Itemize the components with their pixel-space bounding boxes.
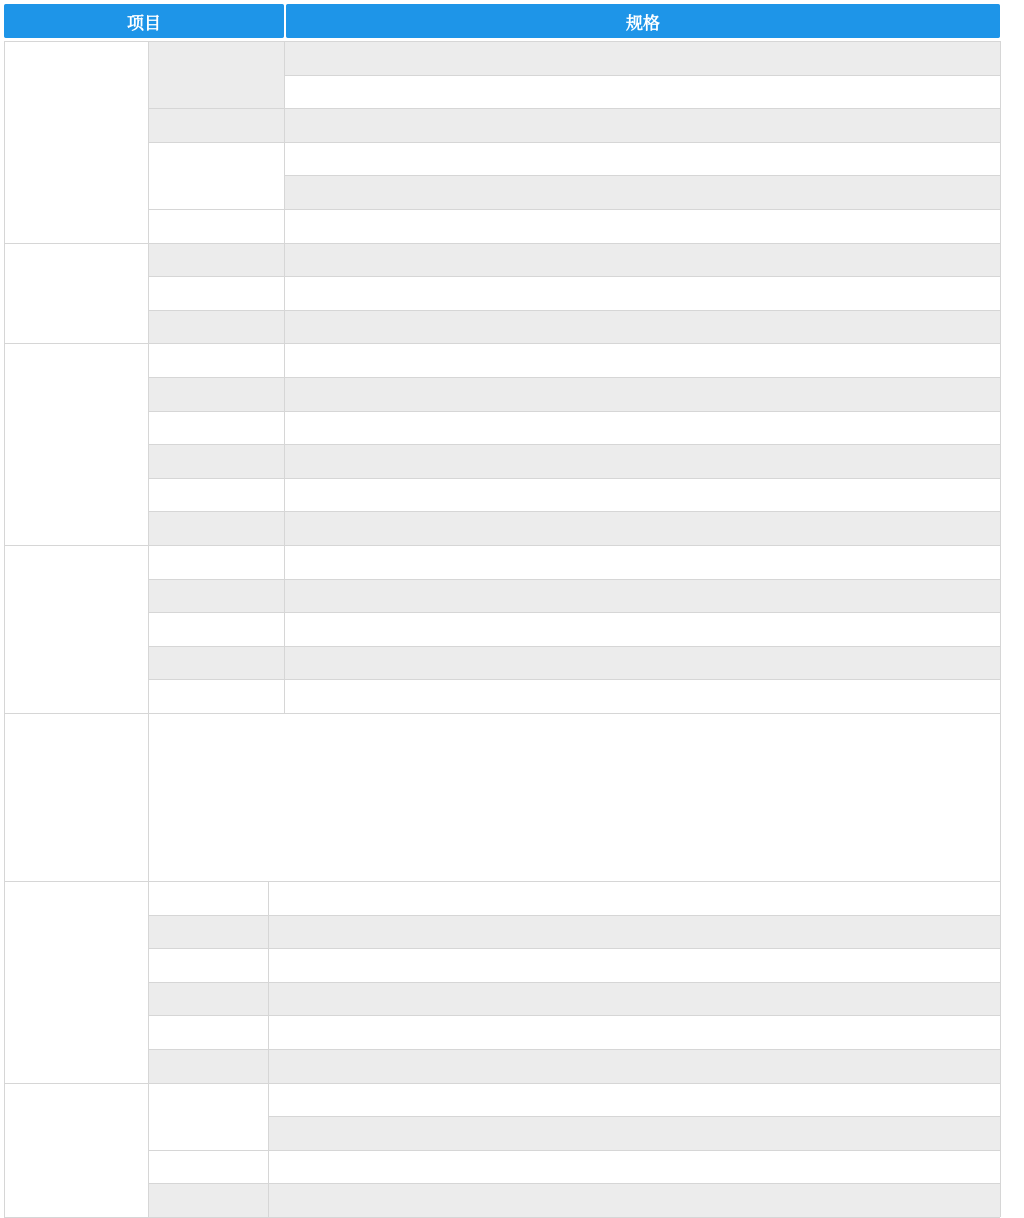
row-divider — [4, 41, 1000, 42]
spec-value — [268, 1049, 1000, 1083]
row-divider — [148, 612, 1000, 613]
spec-value — [284, 478, 1000, 512]
spec-label — [148, 948, 268, 982]
spec-label — [148, 646, 284, 680]
spec-value — [284, 209, 1000, 243]
column-divider — [148, 545, 149, 713]
group-label — [4, 713, 148, 881]
spec-value — [284, 108, 1000, 142]
row-divider — [148, 478, 1000, 479]
spec-value — [284, 646, 1000, 680]
spec-label — [148, 276, 284, 310]
row-divider — [4, 343, 1000, 344]
column-divider — [4, 41, 5, 243]
spec-label — [148, 612, 284, 646]
row-divider — [148, 1015, 1000, 1016]
spec-label — [148, 545, 284, 579]
group-label — [4, 41, 148, 243]
spec-value — [268, 948, 1000, 982]
row-divider — [284, 75, 1000, 76]
group-label — [4, 881, 148, 1083]
row-divider — [284, 175, 1000, 176]
column-divider — [268, 915, 269, 949]
spec-value — [284, 175, 1000, 209]
column-divider — [284, 579, 285, 613]
row-divider — [4, 881, 1000, 882]
row-divider — [4, 545, 1000, 546]
spec-label — [148, 1150, 268, 1184]
row-divider — [148, 1150, 1000, 1151]
spec-label — [148, 1049, 268, 1083]
column-divider — [284, 276, 285, 310]
row-divider — [148, 209, 1000, 210]
column-divider — [148, 243, 149, 344]
row-divider — [148, 142, 1000, 143]
row-divider — [148, 948, 1000, 949]
column-divider — [148, 713, 149, 881]
row-divider — [148, 915, 1000, 916]
spec-value — [284, 310, 1000, 344]
row-divider — [148, 1049, 1000, 1050]
spec-label — [148, 310, 284, 344]
column-divider — [284, 343, 285, 377]
spec-label — [148, 1083, 268, 1150]
spec-value — [284, 243, 1000, 277]
column-divider — [284, 545, 285, 579]
column-divider — [1000, 713, 1001, 881]
column-divider — [268, 1083, 269, 1150]
spec-label — [148, 411, 284, 445]
spec-value — [268, 1150, 1000, 1184]
column-divider — [1000, 881, 1001, 1083]
row-divider — [4, 243, 1000, 244]
column-divider — [148, 343, 149, 545]
column-divider — [268, 948, 269, 982]
spec-label — [148, 881, 268, 915]
spec-label — [148, 209, 284, 243]
spec-value — [268, 1015, 1000, 1049]
spec-value — [268, 982, 1000, 1016]
column-divider — [4, 243, 5, 344]
row-divider — [148, 646, 1000, 647]
row-divider — [148, 377, 1000, 378]
column-divider — [268, 982, 269, 1016]
column-divider — [284, 679, 285, 713]
spec-value — [284, 343, 1000, 377]
header-spec: 规格 — [286, 4, 1000, 38]
spec-label — [148, 1183, 268, 1217]
row-divider — [148, 444, 1000, 445]
column-divider — [284, 646, 285, 680]
row-divider — [148, 1183, 1000, 1184]
column-divider — [4, 1083, 5, 1217]
spec-value — [284, 511, 1000, 545]
spec-value — [284, 444, 1000, 478]
column-divider — [1000, 41, 1001, 243]
group-label — [4, 1083, 148, 1217]
row-divider — [148, 108, 1000, 109]
group-label — [4, 343, 148, 545]
spec-value — [284, 276, 1000, 310]
spec-label — [148, 511, 284, 545]
spec-value — [284, 612, 1000, 646]
spec-label — [148, 478, 284, 512]
row-divider — [4, 1083, 1000, 1084]
spec-label — [148, 377, 284, 411]
group-label — [4, 243, 148, 344]
column-divider — [284, 411, 285, 445]
column-divider — [1000, 343, 1001, 545]
column-divider — [284, 444, 285, 478]
spec-label — [148, 41, 284, 108]
column-divider — [4, 713, 5, 881]
spec-value — [268, 1183, 1000, 1217]
spec-value — [284, 679, 1000, 713]
feature-description — [148, 713, 1000, 881]
column-divider — [148, 41, 149, 243]
spec-label — [148, 243, 284, 277]
row-divider — [4, 713, 1000, 714]
row-divider — [148, 579, 1000, 580]
spec-value — [268, 881, 1000, 915]
spec-label — [148, 108, 284, 142]
row-divider — [148, 276, 1000, 277]
header-item: 项目 — [4, 4, 284, 38]
spec-value — [284, 41, 1000, 75]
column-divider — [268, 1049, 269, 1083]
spec-value — [284, 142, 1000, 176]
column-divider — [284, 243, 285, 277]
column-divider — [284, 41, 285, 108]
column-divider — [284, 377, 285, 411]
column-divider — [268, 1015, 269, 1049]
spec-label — [148, 1015, 268, 1049]
column-divider — [284, 108, 285, 142]
spec-label — [148, 444, 284, 478]
column-divider — [268, 1183, 269, 1217]
column-divider — [268, 1150, 269, 1184]
column-divider — [284, 511, 285, 545]
column-divider — [1000, 1083, 1001, 1217]
column-divider — [284, 478, 285, 512]
row-divider — [148, 982, 1000, 983]
spec-label — [148, 915, 268, 949]
column-divider — [284, 209, 285, 243]
column-divider — [4, 545, 5, 713]
spec-label — [148, 679, 284, 713]
column-divider — [284, 310, 285, 344]
column-divider — [1000, 243, 1001, 344]
column-divider — [148, 1083, 149, 1217]
row-divider — [268, 1116, 1000, 1117]
spec-value — [268, 915, 1000, 949]
column-divider — [148, 881, 149, 1083]
column-divider — [268, 881, 269, 915]
spec-value — [284, 579, 1000, 613]
column-divider — [284, 612, 285, 646]
group-label — [4, 545, 148, 713]
row-divider — [148, 511, 1000, 512]
row-divider — [148, 310, 1000, 311]
column-divider — [284, 142, 285, 209]
spec-value — [284, 377, 1000, 411]
column-divider — [1000, 545, 1001, 713]
spec-label — [148, 579, 284, 613]
spec-value — [284, 545, 1000, 579]
spec-value — [268, 1083, 1000, 1117]
row-divider — [148, 679, 1000, 680]
spec-label — [148, 982, 268, 1016]
spec-value — [268, 1116, 1000, 1150]
column-divider — [4, 343, 5, 545]
spec-value — [284, 75, 1000, 109]
row-divider — [148, 411, 1000, 412]
column-divider — [4, 881, 5, 1083]
spec-value — [284, 411, 1000, 445]
spec-label — [148, 343, 284, 377]
spec-label — [148, 142, 284, 209]
